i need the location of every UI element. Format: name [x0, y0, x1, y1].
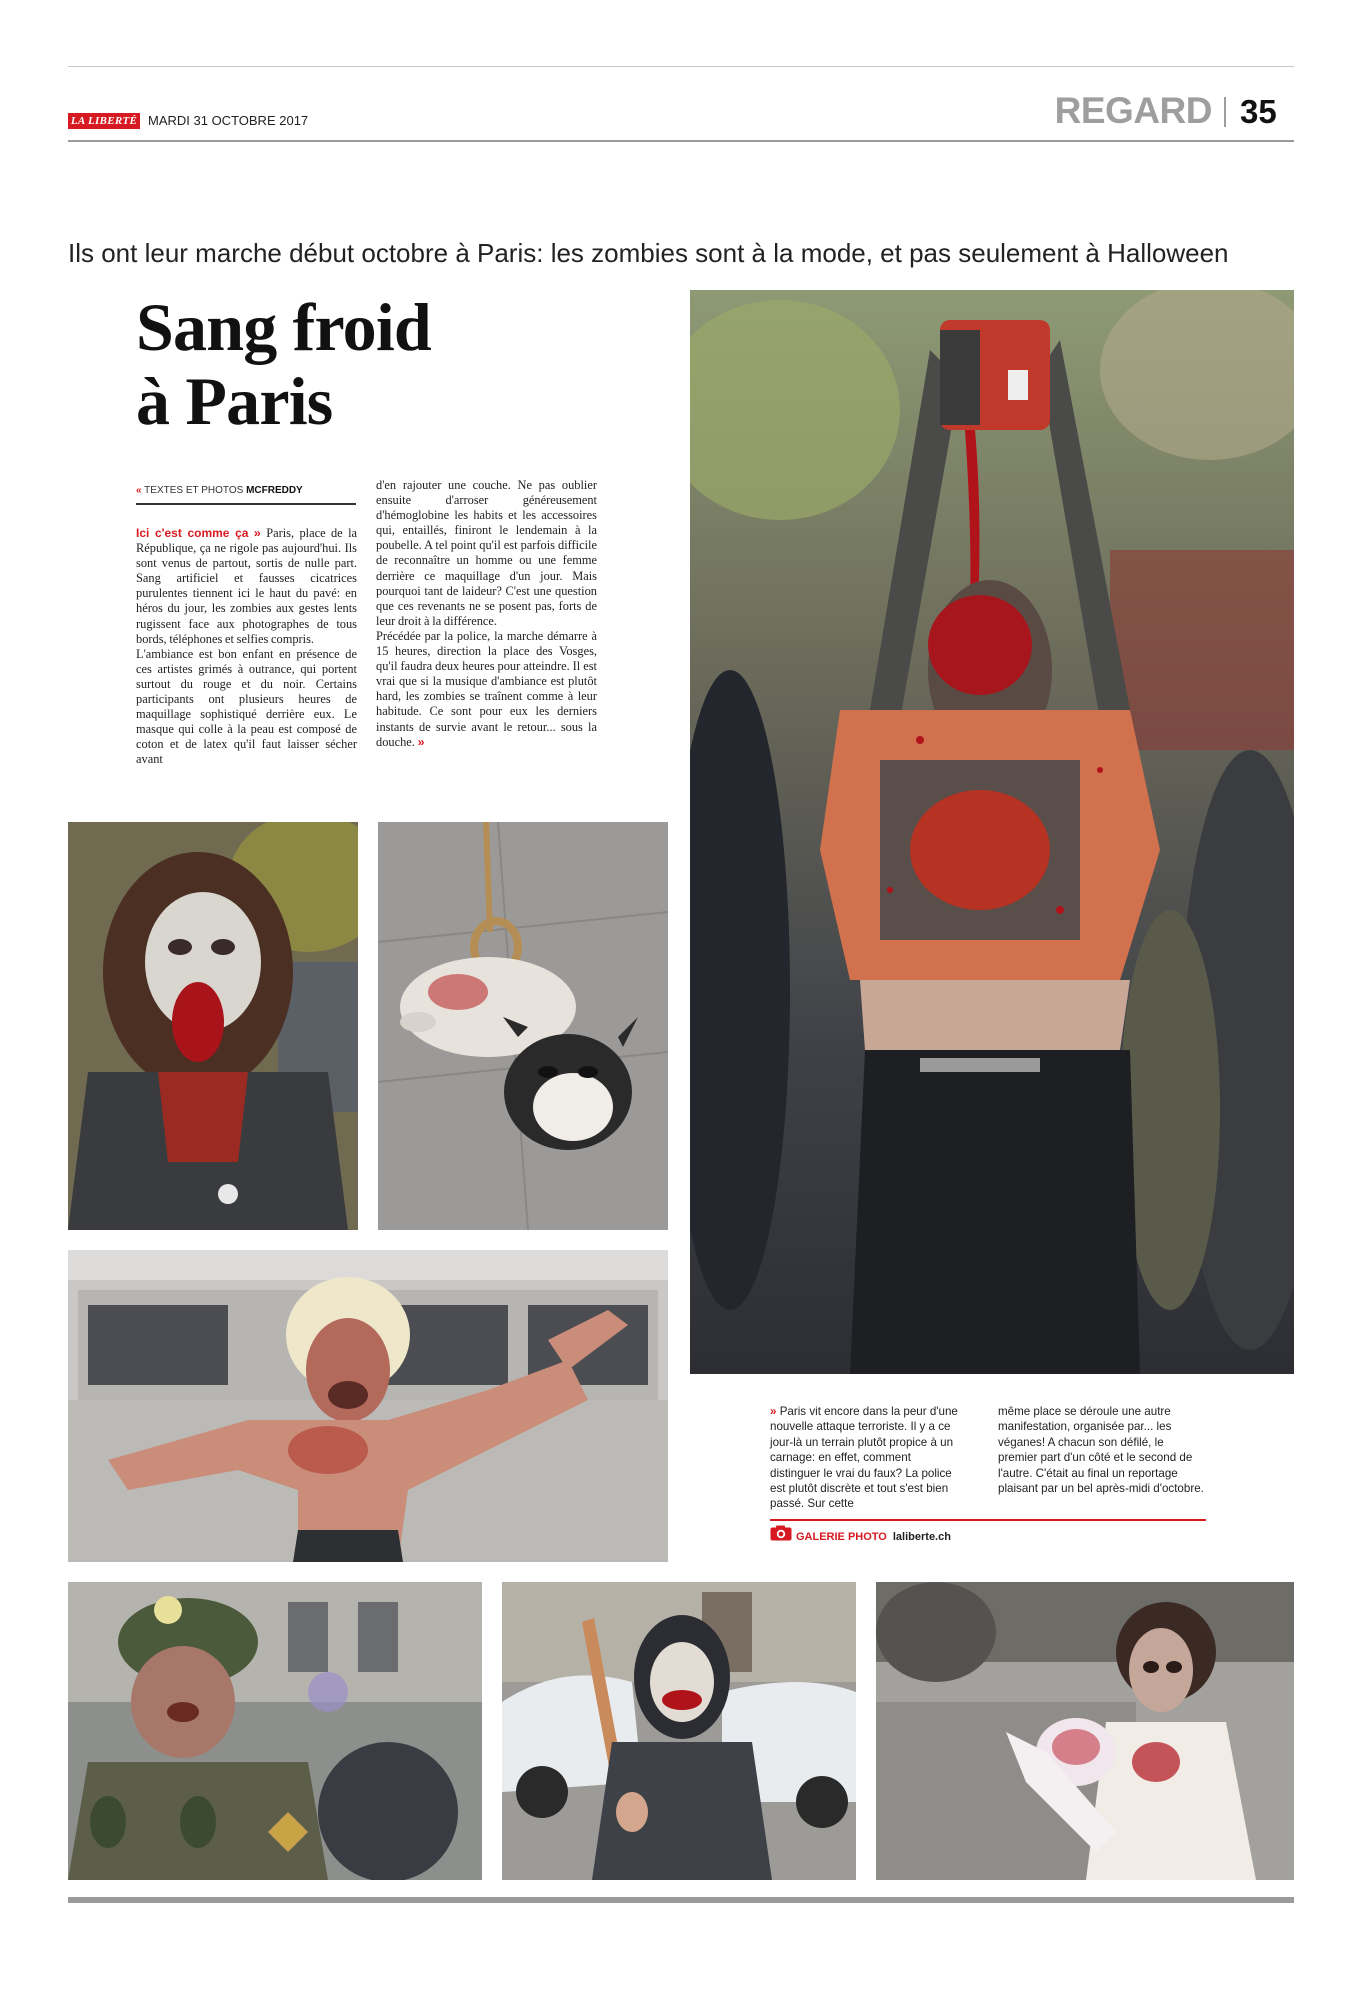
body-column-1 [136, 526, 357, 768]
photo-gallery-link[interactable] [770, 1525, 951, 1547]
top-rule [68, 66, 1294, 67]
gallery-rule [770, 1519, 1206, 1521]
photo-soldier-zombie [68, 1582, 482, 1880]
newspaper-logo: LA LIBERTÉ [68, 113, 140, 129]
body-paragraph: d'en rajouter une couche. Ne pas oublier ensuite d'arroser généreusement d'hémoglobine les habits et les accessoires qui, entaillés, finiront le lendemain à la poubelle. A tel point qu'il est parfois difficile de reconnaître un homme ou une femme derrière ce maquillage d'un jour. Mais pourquoi tant de laideur? C'est une question que ces revenants ne se posent pas, forts de leur droit à la différence. [376, 478, 597, 628]
photo-zombie-woman-portrait [68, 822, 358, 1230]
end-mark: » [417, 734, 425, 749]
article-subtitle: Ils ont leur marche début octobre à Paris: les zombies sont à la mode, et pas seulement à Halloween [68, 238, 1229, 268]
photo-clown-zombie-with-bat [502, 1582, 856, 1880]
publication-date: MARDI 31 OCTOBRE 2017 [148, 113, 309, 128]
paragraph-text: Paris, place de la République, ça ne rigole pas aujourd'hui. Ils sont venus de partout, sortis de nulle part. Sang artificiel et fausses cicatrices purulentes tiennent ici le haut du pavé: en héros du jour, les zombies aux gestes lents rugissent face aux photographes de tous bords, téléphones et selfies compris. [136, 526, 358, 646]
byline-quote: « [136, 485, 142, 496]
lead-label: Ici c'est comme ça [136, 526, 249, 540]
gallery-label: GALERIE PHOTO [796, 1530, 887, 1543]
byline-prefix: TEXTES ET PHOTOS [144, 485, 244, 496]
camera-icon [770, 1525, 792, 1549]
body-paragraph [376, 629, 597, 750]
photo-zombie-bride [876, 1582, 1294, 1880]
photo-blond-zombie-monument [68, 1250, 668, 1562]
photo-bulldog-with-noose [378, 822, 668, 1230]
byline-author: MCFREDDY [246, 485, 303, 496]
body-column-2 [376, 478, 597, 750]
header-separator [1224, 97, 1226, 127]
gallery-url[interactable]: laliberte.ch [892, 1530, 951, 1543]
caption-text-a: Paris vit encore dans la peur d'une nouvelle attaque terroriste. Il y a ce jour-là un terrain plutôt propice à un carnage: en effet, comment distinguer le vrai du faux? La police est plutôt discrète et tout s'est bien passé. Sur cette [770, 1405, 958, 1511]
paragraph-text: Précédée par la police, la marche démarre à 15 heures, direction la place des Vosges, qu'il faudra deux heures pour atteindre. Il est vrai que si la musique d'ambiance est plutôt hard, les zombies se traînent comme à leur habitude. Ce sont pour eux les derniers instants de survie avant le retour... sous la douche. [376, 628, 597, 749]
section-title: REGARD [1054, 90, 1212, 131]
bottom-rule [68, 1897, 1294, 1903]
header-rule [68, 140, 1294, 142]
title-line-1: Sang froid [136, 289, 431, 365]
title-line-2: à Paris [136, 363, 333, 439]
article-title [136, 290, 676, 438]
body-paragraph [136, 526, 357, 647]
caption-column-a [770, 1404, 960, 1512]
byline [136, 482, 356, 505]
caption-column-b: même place se déroule une autre manifestation, organisée par... les véganes! A chacun son défilé, le premier part d'un côté et le second de l'autre. C'était au final un reportage plaisant par un bel après-midi d'octobre. [998, 1405, 1204, 1496]
caption-arrow: » [770, 1405, 777, 1418]
page-number: 35 [1240, 93, 1277, 130]
body-paragraph: L'ambiance est bon enfant en présence de ces artistes grimés à outrance, qui portent surtout du rouge et du noir. Certains participants ont plusieurs heures de maquillage sophistiqué derrière eux. Le masque qui colle à la peau est composé de coton et de latex qu'il faut laisser sécher avant [136, 646, 357, 767]
photo-zombie-pouring-blood [690, 290, 1294, 1374]
lead-arrow: » [253, 526, 261, 540]
